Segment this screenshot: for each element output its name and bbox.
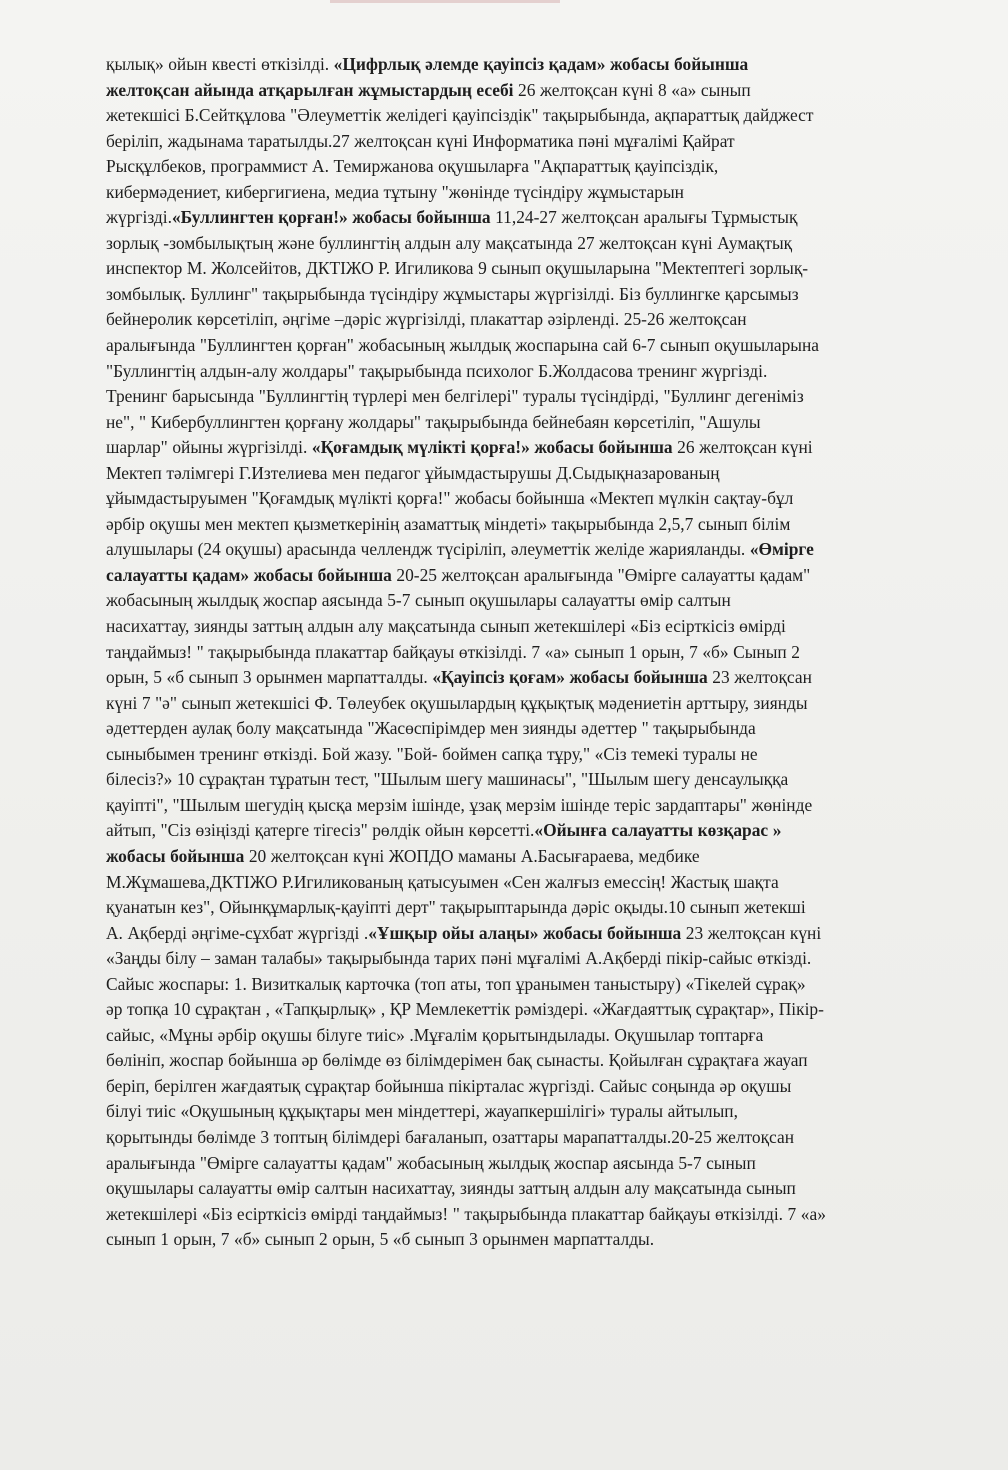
- text-line: [106, 972, 951, 998]
- text-line: [106, 333, 951, 359]
- body-text: алушылары (24 оқушы) арасында челлендж түсіріліп, әлеуметтік желіде жарияланды.: [106, 539, 750, 560]
- text-line: [106, 307, 951, 333]
- text-line: [106, 691, 951, 717]
- text-line: [106, 818, 951, 844]
- body-text: бөлініп, жоспар бойынша әр бөлімде өз білімдерімен бақ сынасты. Қойылған сұрақтаға жауап: [106, 1050, 808, 1071]
- project-heading-text: [172, 207, 491, 227]
- bold-segment: «Қоғамдық мүлікті қорға!» жобасы бойынша: [311, 437, 673, 458]
- bold-segment: «Ойынға салауатты көзқарас »: [534, 820, 782, 841]
- body-text: жетекшісі Б.Сейтқұлова "Әлеуметтік желідегі қауіпсіздік" тақырыбында, ақпараттық дайджест: [106, 105, 814, 126]
- text-line: [106, 563, 951, 589]
- body-text: әдеттерден аулақ болу мақсатында "Жасөспірімдер мен зиянды әдеттер " тақырыбында: [106, 718, 756, 739]
- project-heading-text: [106, 565, 392, 585]
- text-line: [106, 665, 951, 691]
- text-line: [106, 129, 951, 155]
- text-line: [106, 282, 951, 308]
- text-line: [106, 921, 951, 947]
- body-text: 23 желтоқсан күні: [681, 922, 822, 943]
- text-line: [106, 614, 951, 640]
- body-text: әрбір оқушы мен мектеп қызметкерінің азаматтық міндеті» тақырыбында 2,5,7 сынып білім: [106, 513, 791, 534]
- body-text: кибермәдениет, кибергигиена, медиа тұтыну "жөнінде түсіндіру жұмыстарын: [106, 181, 684, 202]
- body-text: білуі тиіс «Оқушының құқықтары мен міндеттері, жауапкершілігі» туралы айтылып,: [106, 1101, 738, 1122]
- project-heading-text: [432, 667, 707, 687]
- text-line: [106, 359, 951, 385]
- text-line: [106, 1202, 951, 1228]
- body-text: ұйымдастыруымен "Қоғамдық мүлікті қорға!" жобасы бойынша «Мектеп мүлкін сақтау-бұл: [106, 488, 794, 509]
- body-text: 26 желтоқсан күні 8 «а» сынып: [513, 79, 751, 100]
- text-line: [106, 870, 951, 896]
- project-heading-text: [334, 54, 749, 74]
- project-heading-text: [312, 437, 673, 457]
- text-line: [106, 52, 951, 78]
- project-heading-text: [534, 820, 781, 840]
- text-line: [106, 1151, 951, 1177]
- body-text: М.Жұмашева,ДКТІЖО Р.Игиликованың қатысуымен «Сен жалғыз емессің! Жастық шақта: [106, 871, 779, 892]
- body-text: Тренинг барысында "Буллингтің түрлері мен белгілері" туралы түсіндірді, "Буллинг дегеніміз: [106, 386, 804, 407]
- bold-segment: «Ұшқыр ойы алаңы» жобасы бойынша: [368, 922, 682, 943]
- text-line: [106, 1074, 951, 1100]
- body-text: сынып 1 орын, 7 «б» сынып 2 орын, 5 «б сынып 3 орынмен марпатталды.: [106, 1229, 655, 1250]
- text-line: [106, 461, 951, 487]
- text-line: [106, 1023, 951, 1049]
- body-text: инспектор М. Жолсейітов, ДКТІЖО Р. Игиликова 9 сынып оқушыларына "Мектептегі зорлық-: [106, 258, 809, 279]
- body-text: қуанатын кез", Ойынқұмарлық-қауіпті дерт" тақырыптарында дәріс оқыды.10 сынып жетекші: [106, 897, 806, 918]
- text-line: [106, 640, 951, 666]
- text-line: [106, 1125, 951, 1151]
- project-heading-text: [368, 923, 681, 943]
- bold-segment: «Өмірге: [749, 539, 814, 560]
- text-line: [106, 793, 951, 819]
- text-line: [106, 844, 951, 870]
- text-line: [106, 895, 951, 921]
- body-text: 23 желтоқсан: [707, 667, 812, 688]
- body-text: сыныбымен тренинг өткізді. Бой жазу. "Бой- боймен сапқа тұру," «Сіз темекі туралы не: [106, 743, 758, 764]
- body-text: күні 7 "ә" сынып жетекшісі Ф. Төлеубек оқушылардың құқықтық мәдениетін арттыру, зиянды: [106, 692, 808, 713]
- body-text: айтып, "Сіз өзіңізді қатерге тігесіз" рөлдік ойын көрсетті.: [106, 820, 535, 841]
- body-text: қауіпті", "Шылым шегудің қысқа мерзім ішінде, ұзақ мерзім ішінде теріс зардаптары" жөнінде: [106, 794, 813, 815]
- text-line: [106, 742, 951, 768]
- bold-segment: желтоқсан айында атқарылған жұмыстардың есебі: [106, 79, 514, 100]
- text-line: [106, 588, 951, 614]
- text-line: [106, 1048, 951, 1074]
- text-line: [106, 1099, 951, 1125]
- text-line: [106, 946, 951, 972]
- body-text: 20 желтоқсан күні ЖОПДО маманы А.Басығараева, медбике: [244, 845, 700, 866]
- body-text: шарлар" ойыны жүргізілді.: [106, 437, 312, 458]
- bold-segment: «Қауіпсіз қоғам» жобасы бойынша: [432, 667, 708, 688]
- text-line: [106, 486, 951, 512]
- bold-segment: жобасы бойынша: [106, 845, 245, 866]
- scan-edge-mark: [330, 0, 560, 3]
- text-line: [106, 997, 951, 1023]
- text-line: [106, 180, 951, 206]
- body-text: жетекшілері «Біз есірткісіз өмірді таңдаймыз! " тақырыбында плакаттар байқауы өткізілді. 7 «а»: [106, 1203, 826, 1224]
- project-heading-text: [106, 80, 514, 100]
- text-line: [106, 103, 951, 129]
- bold-segment: «Цифрлық әлемде қауіпсіз қадам» жобасы бойынша: [333, 54, 749, 74]
- body-text: Рысқұлбеков, программист А. Темиржанова оқушыларға "Ақпараттық қауіпсіздік,: [106, 156, 719, 177]
- body-text: Сайыс жоспары: 1. Визиткалық карточка (топ аты, топ ұранымен таныстыру) «Тікелей сұрақ»: [106, 973, 806, 994]
- body-text: 20-25 желтоқсан аралығында "Өмірге салауатты қадам": [391, 564, 811, 585]
- text-line: [106, 1176, 951, 1202]
- text-line: [106, 78, 951, 104]
- body-text: қорытынды бөлімде 3 топтың білімдері бағаланып, озаттары марапатталды.20-25 желтоқсан: [106, 1126, 794, 1147]
- body-text: 26 желтоқсан күні: [672, 437, 813, 458]
- body-text: сайыс, «Мұны әрбір оқушы білуге тиіс» .Мұғалім қорытындылады. Оқушылар топтарға: [106, 1024, 764, 1045]
- body-text: қылық» ойын квесті өткізілді.: [106, 54, 334, 74]
- body-text: "Буллингтің алдын-алу жолдары" тақырыбында психолог Б.Жолдасова тренинг жүргізді.: [106, 360, 768, 381]
- text-line: [106, 231, 951, 257]
- body-text: 11,24-27 желтоқсан аралығы Тұрмыстық: [490, 207, 798, 228]
- text-line: [106, 154, 951, 180]
- text-line: [106, 384, 951, 410]
- text-line: [106, 410, 951, 436]
- body-text: зорлық -зомбылықтың және буллингтің алдын алу мақсатында 27 желтоқсан күні Аумақтық: [106, 232, 793, 253]
- text-line: [106, 512, 951, 538]
- project-heading-text: [750, 539, 814, 559]
- body-text: жүргізді.: [106, 207, 172, 228]
- text-line: [106, 1227, 951, 1253]
- body-text: орын, 5 «б сынып 3 орынмен марпатталды.: [106, 667, 433, 688]
- body-text: беріліп, жадынама таратылды.27 желтоқсан күні Информатика пәні мұғалімі Қайрат: [106, 130, 735, 151]
- body-text: аралығында "Өмірге салауатты қадам" жобасының жылдық жоспар аясында 5-7 сынып: [106, 1152, 756, 1173]
- body-text: «Заңды білу – заман талабы» тақырыбында тарих пәні мұғалімі А.Ақберді пікір-сайыс өткізді.: [106, 948, 812, 969]
- text-line: [106, 205, 951, 231]
- body-text: А. Ақберді әңгіме-сұхбат жүргізді .: [106, 922, 369, 943]
- text-line: [106, 537, 951, 563]
- body-text: Мектеп тәлімгері Г.Изтелиева мен педагог ұйымдастырушы Д.Сыдықназарованың: [106, 462, 720, 483]
- body-text: аралығында "Буллингтен қорған" жобасының жылдық жоспарына сай 6-7 сынып оқушыларына: [106, 335, 819, 356]
- text-line: [106, 767, 951, 793]
- body-text: білесіз?» 10 сұрақтан тұратын тест, "Шылым шегу машинасы", "Шылым шегу денсаулыққа: [106, 769, 789, 790]
- body-text: бейнеролик көрсетіліп, әңгіме –дәріс жүргізілді, плакаттар әзірленді. 25-26 желтоқсан: [106, 309, 747, 330]
- body-text: беріп, берілген жағдаятық сұрақтар бойынша пікірталас жүргізді. Сайыс соңында әр оқушы: [106, 1075, 792, 1096]
- project-heading-text: [106, 846, 244, 866]
- text-line: [106, 435, 951, 461]
- text-line: [106, 716, 951, 742]
- body-text: оқушылары салауатты өмір салтын насихаттау, зиянды заттың алдын алу мақсатында сынып: [106, 1178, 796, 1199]
- bold-segment: салауатты қадам» жобасы бойынша: [106, 564, 392, 585]
- body-text: әр топқа 10 сұрақтан , «Тапқырлық» , ҚР Мемлекеттік рәміздері. «Жағдаяттық сұрақтар», Пікір-: [106, 999, 824, 1020]
- text-line: [106, 256, 951, 282]
- body-text: насихаттау, зиянды заттың алдын алу мақсатында сынып жетекшілері «Біз есірткісіз өмірді: [106, 616, 786, 637]
- body-text: не", " Кибербуллингтен қорғану жолдары" тақырыбында бейнебаян көрсетіліп, "Ашулы: [106, 411, 761, 432]
- body-text: зомбылық. Буллинг" тақырыбында түсіндіру жұмыстары жүргізілді. Біз буллингке қарсымыз: [106, 283, 799, 304]
- report-body-text: [106, 52, 951, 1253]
- body-text: таңдаймыз! " тақырыбында плакаттар байқауы өткізілді. 7 «а» сынып 1 орын, 7 «б» Сынып 2: [106, 641, 800, 662]
- bold-segment: «Буллингтен қорған!» жобасы бойынша: [171, 207, 491, 228]
- body-text: жобасының жылдық жоспар аясында 5-7 сынып оқушылары салауатты өмір салтын: [106, 590, 731, 611]
